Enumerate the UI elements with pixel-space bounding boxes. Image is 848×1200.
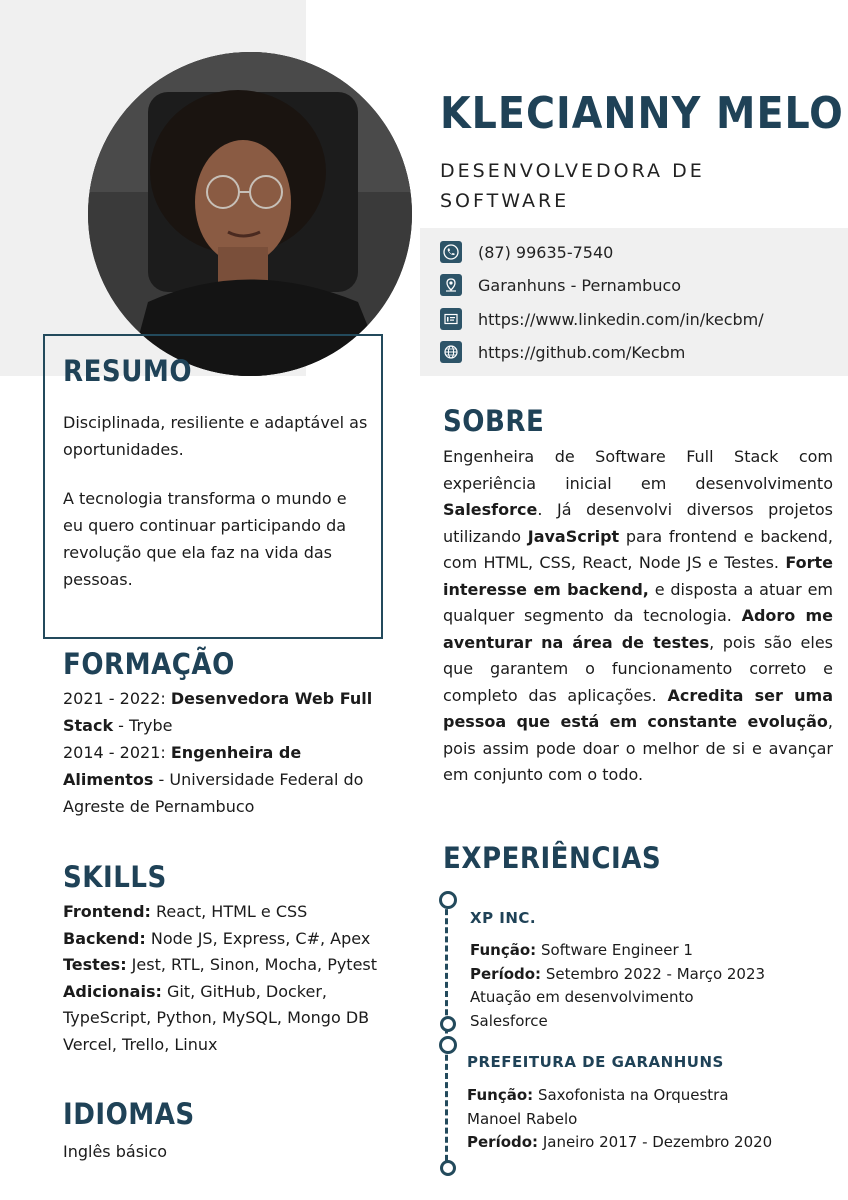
formacao-years: 2021 - 2022: <box>63 689 171 708</box>
formacao-course: Engenheira de Alimentos <box>63 743 302 789</box>
skill-frontend <box>63 899 378 926</box>
idiomas-heading: IDIOMAS <box>63 1097 195 1131</box>
skill-label: Adicionais: <box>63 981 162 1001</box>
sobre-text: , pois assim pode doar o melhor de si e avançar em conjunto com o todo. <box>443 712 833 784</box>
resumo-heading: RESUMO <box>63 354 193 388</box>
sobre-text: , pois são eles que garantem o funcionamento correto e completo das aplicações. <box>443 632 833 705</box>
contact-phone-text: (87) 99635-7540 <box>478 242 614 262</box>
sobre-bold: Salesforce <box>443 500 538 519</box>
job-2-funcao <box>467 1084 737 1131</box>
job-value: Janeiro 2017 - Dezembro 2020 <box>538 1133 773 1151</box>
job-1-details <box>470 939 800 1033</box>
formacao-course: Desenvedora Web Full Stack <box>63 689 373 735</box>
job-label: Período: <box>470 964 542 983</box>
skill-value: Node JS, Express, C#, Apex <box>145 928 371 948</box>
job-1-company: XP INC. <box>470 909 537 927</box>
sobre-text: para frontend e backend, com HTML, CSS, React, Node JS e Testes. <box>443 526 834 572</box>
contact-linkedin-text[interactable]: https://www.linkedin.com/in/kecbm/ <box>478 309 764 329</box>
job-value: Saxofonista na Orquestra Manoel Rabelo <box>467 1086 729 1128</box>
contact-location-text: Garanhuns - Pernambuco <box>478 275 682 295</box>
job-2-periodo <box>467 1131 797 1155</box>
formacao-item-2 <box>63 739 388 820</box>
job-1-periodo <box>470 963 800 987</box>
job-label: Período: <box>467 1133 539 1151</box>
contact-phone <box>440 241 613 263</box>
experiencias-heading: EXPERIÊNCIAS <box>443 841 662 875</box>
contact-linkedin[interactable] <box>440 308 764 330</box>
job-label: Função: <box>467 1086 534 1104</box>
sobre-text: e disposta a atuar em qualquer segmento da tecnologia. <box>443 579 834 625</box>
sobre-bold: Adoro me aventurar na área de testes <box>443 606 833 652</box>
formacao-place: - Trybe <box>113 716 173 735</box>
skill-label: Frontend: <box>63 902 151 921</box>
timeline-line <box>445 900 448 1170</box>
job-1-extra: Atuação em desenvolvimento Salesforce <box>470 988 694 1030</box>
formacao-years: 2014 - 2021: <box>63 743 171 762</box>
job-2-details <box>467 1084 797 1155</box>
formacao-place: - Universidade Federal do Agreste de Pernambuco <box>63 770 364 816</box>
job-label: Função: <box>470 941 537 959</box>
skill-label: Testes: <box>63 955 127 974</box>
skill-backend <box>63 926 378 953</box>
linkedin-icon <box>440 308 462 330</box>
idiomas-text: Inglês básico <box>63 1142 168 1161</box>
contact-github[interactable] <box>440 341 685 363</box>
formacao-item-1 <box>63 685 388 739</box>
skill-value: Git, GitHub, Docker, TypeScript, Python, MySQL, Mongo DB Vercel, Trello, Linux <box>63 981 370 1054</box>
sobre-bold: JavaScript <box>527 526 620 546</box>
skills-list <box>63 899 378 1058</box>
contact-github-text[interactable]: https://github.com/Kecbm <box>478 342 686 362</box>
sobre-text: Engenheira de Software Full Stack com experiência inicial em desenvolvimento <box>443 447 833 493</box>
skill-value: React, HTML e CSS <box>150 902 308 921</box>
sobre-bold: Acredita ser uma pessoa que está em constante evolução <box>443 685 833 731</box>
phone-icon <box>440 241 462 263</box>
resumo-paragraph-1: Disciplinada, resiliente e adaptável as oportunidades. <box>63 413 368 459</box>
sobre-heading: SOBRE <box>443 404 545 438</box>
formacao-heading: FORMAÇÃO <box>63 647 235 681</box>
timeline-start-marker <box>439 891 457 909</box>
skill-adicionais <box>63 979 378 1059</box>
globe-icon <box>440 341 462 363</box>
skill-value: Jest, RTL, Sinon, Mocha, Pytest <box>126 955 378 974</box>
sobre-paragraph <box>443 444 833 789</box>
candidate-role: DESENVOLVEDORA DE SOFTWARE <box>440 160 705 212</box>
timeline-marker <box>439 1036 457 1054</box>
resumo-paragraph-2: A tecnologia transforma o mundo e eu quero continuar participando da revolução que ela faz na vida das pessoas. <box>63 489 347 589</box>
timeline-end-dot <box>440 1160 456 1176</box>
skill-testes <box>63 952 378 979</box>
timeline-dot <box>440 1016 456 1032</box>
candidate-name: KLECIANNY MELO <box>440 88 844 139</box>
skill-label: Backend: <box>63 928 146 948</box>
job-1-funcao <box>470 939 800 963</box>
contact-location <box>440 274 681 296</box>
job-value: Software Engineer 1 <box>536 941 693 959</box>
skills-heading: SKILLS <box>63 860 167 894</box>
location-pin-icon <box>440 274 462 296</box>
job-2-company: PREFEITURA DE GARANHUNS <box>467 1053 724 1071</box>
job-value: Setembro 2022 - Março 2023 <box>541 964 766 983</box>
sobre-bold: Forte interesse em backend, <box>443 553 833 599</box>
sobre-text: . Já desenvolvi diversos projetos utilizando <box>443 500 833 546</box>
profile-photo <box>88 52 412 376</box>
